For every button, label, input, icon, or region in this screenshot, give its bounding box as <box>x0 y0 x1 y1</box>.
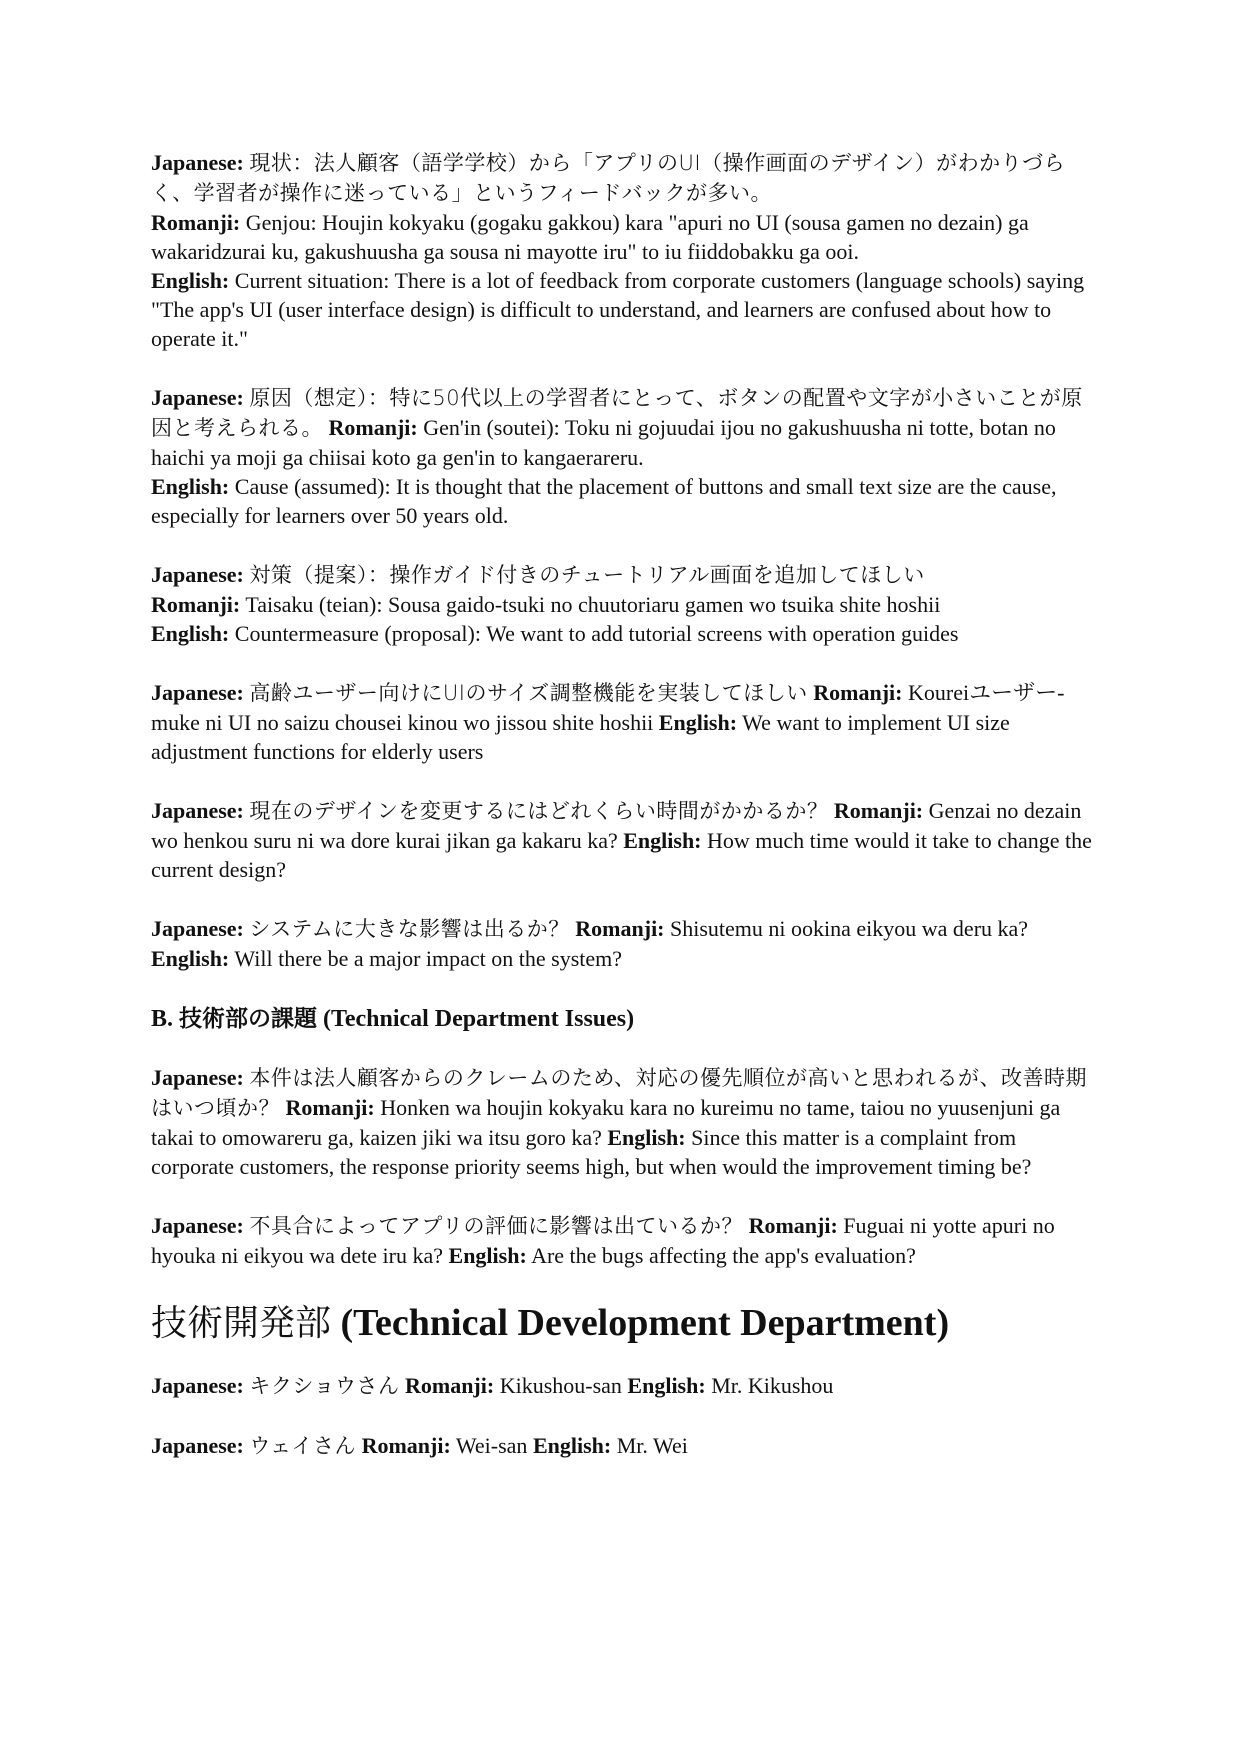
english-text: Will there be a major impact on the system? <box>234 946 623 971</box>
english-label: English: <box>151 946 230 971</box>
english-text: Since this matter is a complaint from corporate customers, the response priority seems high, but when would the improvement timing be? <box>151 1125 1032 1179</box>
english-label: English: <box>448 1243 527 1268</box>
english-label: English: <box>627 1373 706 1398</box>
japanese-text: 高齢ユーザー向けにUIのサイズ調整機能を実装してほしい <box>249 681 808 705</box>
romanji-text: Genjou: Houjin kokyaku (gogaku gakkou) kara "apuri no UI (sousa gamen no dezain) ga wakaridzurai ku, gakushuusha ga sousa ni mayotte iru" to iu fiiddobakku ga ooi. <box>151 210 1029 264</box>
romanji-label: Romanji: <box>813 680 903 705</box>
section-b-prefix: B. <box>151 1006 180 1032</box>
romanji-line <box>151 590 1096 619</box>
english-label: English: <box>151 268 230 293</box>
japanese-text: 本件は法人顧客からのクレームのため、対応の優先順位が高いと思われるが、改善時期はいつ頃か？ <box>151 1066 1088 1120</box>
romanji-text: Honken wa houjin kokyaku kara no kureimu no tame, taiou no yuusenjuni ga takai to omowareru ga, kaizen jiki wa itsu goro ka? <box>151 1095 1061 1150</box>
japanese-label: Japanese: <box>151 385 244 410</box>
english-label: English: <box>658 710 738 735</box>
person-entry <box>151 1371 1096 1401</box>
english-line <box>151 619 1096 648</box>
japanese-text: 現状：法人顧客（語学学校）から「アプリのUI（操作画面のデザイン）がわかりづらく、学習者が操作に迷っている」というフィードバックが多い。 <box>151 151 1066 205</box>
romanji-label: Romanji: <box>748 1213 838 1238</box>
document-page <box>151 148 1096 1491</box>
english-label: English: <box>151 474 230 499</box>
japanese-label: Japanese: <box>151 1065 244 1090</box>
phrase-entry <box>151 1211 1096 1270</box>
romanji-label: Romanji: <box>361 1433 451 1458</box>
department-heading-en: (Technical Development Department) <box>331 1302 950 1344</box>
romanji-text: Fuguai ni yotte apuri no hyouka ni eikyou wa dete iru ka? <box>151 1213 1055 1268</box>
japanese-label: Japanese: <box>151 562 244 587</box>
english-text: How much time would it take to change the current design? <box>151 828 1092 882</box>
english-line <box>151 472 1096 530</box>
section-b-heading-en: (Technical Department Issues) <box>317 1006 635 1032</box>
japanese-text: ウェイさん <box>249 1434 357 1458</box>
japanese-text: システムに大きな影響は出るか？ <box>249 917 570 941</box>
department-heading <box>151 1300 1096 1347</box>
japanese-label: Japanese: <box>151 798 244 823</box>
phrase-entry <box>151 148 1096 353</box>
department-heading-jp: 技術開発部 <box>151 1303 332 1344</box>
romanji-line <box>151 208 1096 266</box>
japanese-text: 対策（提案）：操作ガイド付きのチュートリアル画面を追加してほしい <box>249 563 925 587</box>
japanese-text: 原因（想定）：特に50代以上の学習者にとって、ボタンの配置や文字が小さいことが原因と考えられる。 <box>151 386 1083 440</box>
japanese-label: Japanese: <box>151 1373 244 1398</box>
phrase-entry <box>151 383 1096 530</box>
romanji-text: Kikushou-san <box>499 1373 622 1398</box>
section-b-heading-jp: 技術部の課題 <box>179 1006 318 1032</box>
japanese-label: Japanese: <box>151 916 244 941</box>
phrase-entry <box>151 678 1096 766</box>
japanese-label: Japanese: <box>151 1213 244 1238</box>
romanji-label: Romanji: <box>328 415 418 440</box>
english-text: Are the bugs affecting the app's evaluation? <box>531 1243 916 1268</box>
romanji-label: Romanji: <box>151 210 241 235</box>
japanese-text: 現在のデザインを変更するにはどれくらい時間がかかるか？ <box>249 799 829 823</box>
romanji-text: Shisutemu ni ookina eikyou wa deru ka? <box>670 916 1029 941</box>
romanji-text: Taisaku (teian): Sousa gaido-tsuki no chuutoriaru gamen wo tsuika shite hoshii <box>245 592 941 617</box>
romanji-label: Romanji: <box>151 592 241 617</box>
phrase-entry <box>151 796 1096 884</box>
english-text: Mr. Kikushou <box>711 1373 834 1398</box>
english-label: English: <box>532 1433 612 1458</box>
romanji-label: Romanji: <box>575 916 665 941</box>
romanji-label: Romanji: <box>404 1373 495 1398</box>
phrase-entry <box>151 914 1096 973</box>
english-label: English: <box>623 828 702 853</box>
english-text: Current situation: There is a lot of feedback from corporate customers (language schools) saying "The app's UI (user interface design) is difficult to understand, and learners are confused about how to operate it." <box>151 268 1085 351</box>
english-text: Mr. Wei <box>616 1433 688 1458</box>
japanese-label: Japanese: <box>151 680 244 705</box>
romanji-label: Romanji: <box>285 1095 375 1120</box>
english-line <box>151 266 1096 353</box>
japanese-text: キクショウさん <box>249 1374 400 1398</box>
english-text: Countermeasure (proposal): We want to add tutorial screens with operation guides <box>234 621 959 646</box>
romanji-label: Romanji: <box>833 798 924 823</box>
section-b-heading <box>151 1003 1096 1035</box>
japanese-label: Japanese: <box>151 150 244 175</box>
english-text: Cause (assumed): It is thought that the placement of buttons and small text size are the cause, especially for learners over 50 years old. <box>151 474 1057 528</box>
romanji-text: Genzai no dezain wo henkou suru ni wa dore kurai jikan ga kakaru ka? <box>151 798 1082 853</box>
phrase-entry <box>151 1063 1096 1181</box>
japanese-text: 不具合によってアプリの評価に影響は出ているか？ <box>249 1214 744 1238</box>
person-entry <box>151 1431 1096 1461</box>
english-label: English: <box>151 621 230 646</box>
japanese-label: Japanese: <box>151 1433 244 1458</box>
english-label: English: <box>607 1125 686 1150</box>
romanji-text: Koureiユーザー-muke ni UI no saizu chousei kinou wo jissou shite hoshii <box>151 680 1065 735</box>
phrase-entry <box>151 560 1096 648</box>
romanji-text: Wei-san <box>455 1433 528 1458</box>
english-text: We want to implement UI size adjustment functions for elderly users <box>151 710 1010 764</box>
romanji-text: Gen'in (soutei): Toku ni gojuudai ijou no gakushuusha ni totte, botan no haichi ya moji ga chiisai koto ga gen'in to kangaerareru. <box>151 415 1056 470</box>
